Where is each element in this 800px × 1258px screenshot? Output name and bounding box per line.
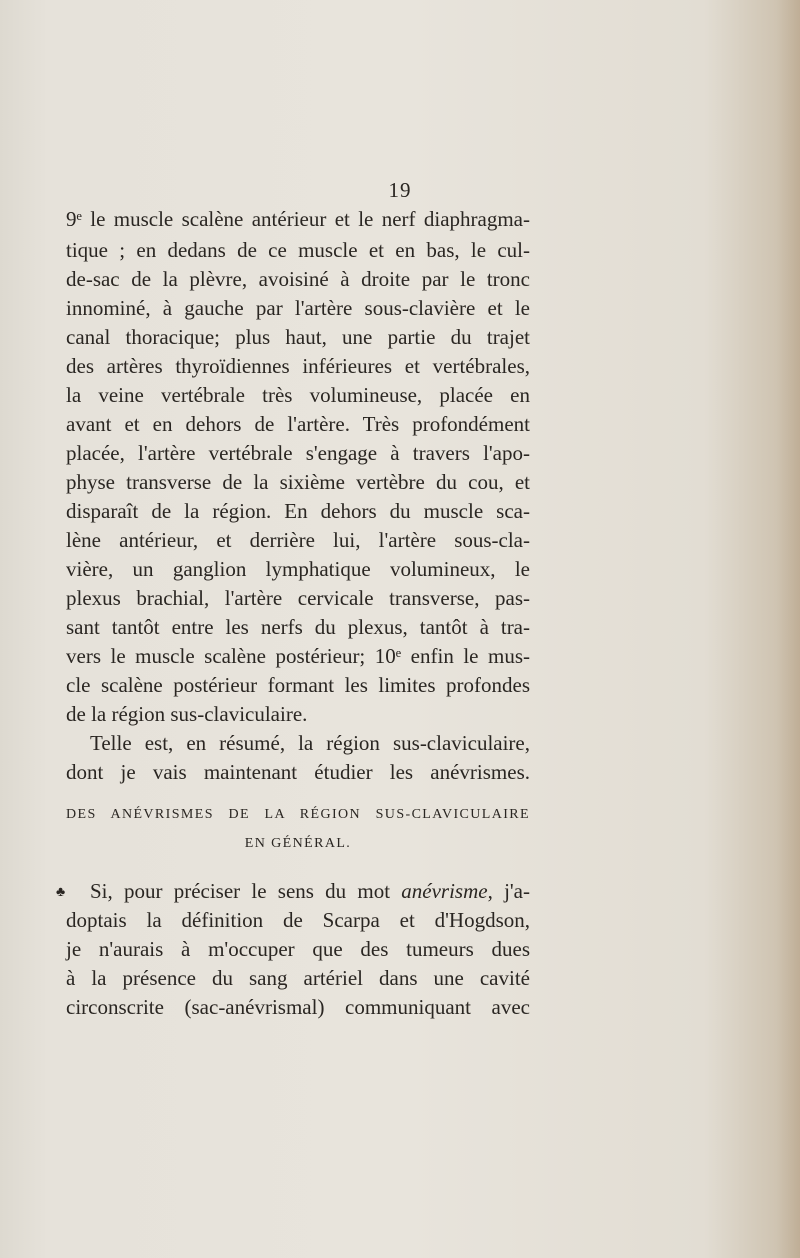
text-line: lène antérieur, et derrière lui, l'artère sous-cla- [66, 528, 530, 552]
text-line: circonscrite (sac-anévrismal) communiquant avec [66, 995, 530, 1019]
page-number: 19 [388, 178, 412, 202]
text-line: des artères thyroïdiennes inférieures et vertébrales, [66, 354, 530, 378]
text-line: plexus brachial, l'artère cervicale transverse, pas- [66, 586, 530, 610]
text-line: placée, l'artère vertébrale s'engage à travers l'apo- [66, 441, 530, 465]
text-segment: , j'a- [487, 879, 531, 903]
text-line: Telle est, en résumé, la région sus-claviculaire, [90, 731, 530, 755]
text-line: je n'aurais à m'occuper que des tumeurs dues [66, 937, 530, 961]
text-line: à la présence du sang artériel dans une cavité [66, 966, 530, 990]
heading-line: EN GÉNÉRAL. [244, 836, 352, 851]
text-line: avant et en dehors de l'artère. Très profondément [66, 412, 530, 436]
text-line: la veine vertébrale très volumineuse, placée en [66, 383, 530, 407]
text-line: 9ᵉ le muscle scalène antérieur et le nerf diaphragma- [66, 207, 530, 231]
text-segment: Si, pour préciser le sens du mot [90, 879, 402, 903]
text-line: doptais la définition de Scarpa et d'Hogdson, [66, 908, 530, 932]
italic-word: anévrisme [401, 879, 488, 903]
text-line: vière, un ganglion lymphatique volumineux, le [66, 557, 530, 581]
text-line: cle scalène postérieur formant les limites profondes [66, 673, 530, 697]
text-line: sant tantôt entre les nerfs du plexus, tantôt à tra- [66, 615, 530, 639]
text-line: de la région sus-claviculaire. [66, 702, 308, 726]
marginal-mark: ♣ [56, 885, 66, 900]
text-line: de-sac de la plèvre, avoisiné à droite par le tronc [66, 267, 530, 291]
heading-line: DES ANÉVRISMES DE LA RÉGION SUS-CLAVICULAIRE [66, 807, 530, 822]
text-line: innominé, à gauche par l'artère sous-clavière et le [66, 296, 530, 320]
text-line: tique ; en dedans de ce muscle et en bas, le cul- [66, 238, 530, 262]
text-line: vers le muscle scalène postérieur; 10ᵉ enfin le mus- [66, 644, 530, 668]
text-line: physe transverse de la sixième vertèbre du cou, et [66, 470, 530, 494]
text-line: dont je vais maintenant étudier les anévrismes. [66, 760, 530, 784]
text-line [90, 877, 530, 905]
text-line: disparaît de la région. En dehors du muscle sca- [66, 499, 530, 523]
text-line: canal thoracique; plus haut, une partie du trajet [66, 325, 530, 349]
